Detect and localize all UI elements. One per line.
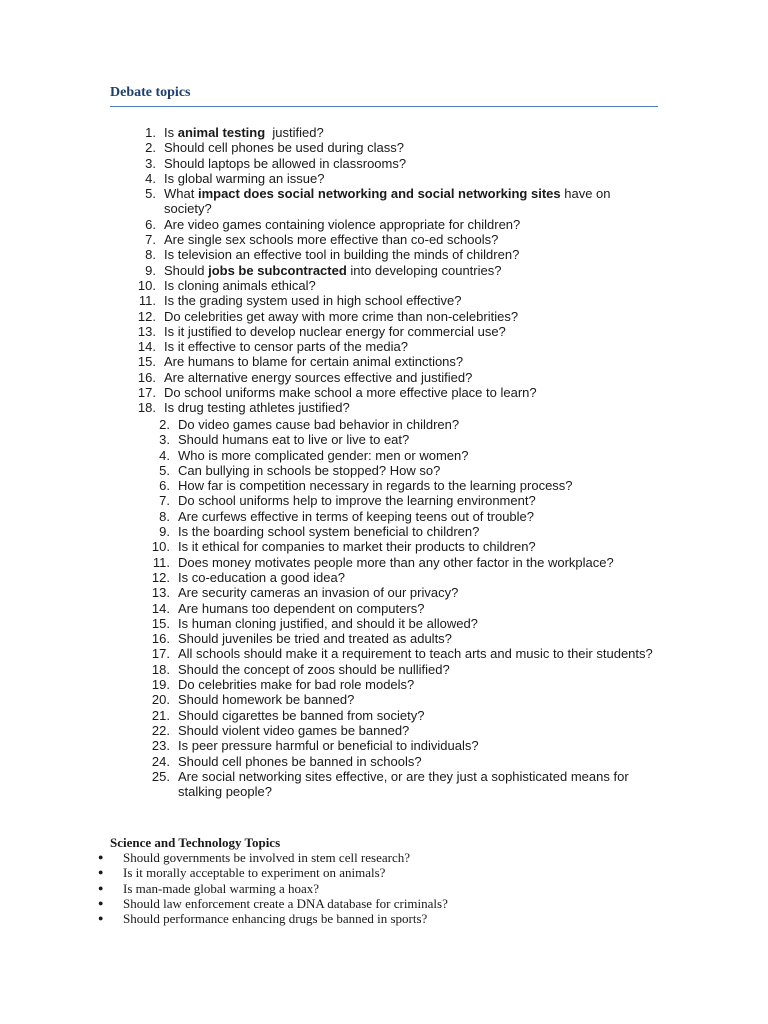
list-item [120, 400, 660, 415]
list-item-text: How far is competition necessary in regards to the learning process? [178, 478, 573, 494]
list-item-text: Is the boarding school system beneficial to children? [178, 524, 480, 540]
list-item-number: 14. [151, 600, 170, 616]
bullet-icon: ● [98, 852, 104, 862]
list-item [98, 881, 448, 896]
list-item-text [164, 186, 660, 217]
list-item-text: Does money motivates people more than any other factor in the workplace? [178, 554, 614, 570]
list-item-number: 9. [159, 524, 170, 540]
list-item-text-bold: jobs be subcontracted [208, 262, 347, 278]
list-item-text: Should governments be involved in stem cell research? [123, 850, 411, 865]
list-item-text-pre: Is it justified to develop nuclear energy for commercial use? [164, 323, 506, 339]
list-item-text [164, 324, 660, 339]
list-item [98, 896, 448, 911]
list-item-text-pre: Should cell phones be used during class? [164, 140, 404, 156]
list-item-text [164, 263, 660, 278]
list-item [134, 570, 654, 585]
list-item-number: 11. [152, 554, 170, 570]
list-item-number: 6. [159, 478, 170, 494]
list-item [120, 186, 660, 217]
list-item-text: Are curfews effective in terms of keeping teens out of trouble? [178, 508, 535, 524]
list-item-number: 19. [151, 677, 170, 693]
list-item-text-pre: Is television an effective tool in building the minds of children? [164, 247, 520, 263]
list-item-number: 11. [138, 293, 156, 309]
list-item-number: 22. [151, 722, 170, 738]
list-item [134, 769, 654, 800]
list-item [120, 156, 660, 171]
list-item-text-pre: Are humans to blame for certain animal extinctions? [164, 354, 464, 370]
list-item [134, 646, 654, 661]
list-item-text: Should humans eat to live or live to eat? [178, 432, 410, 448]
list-item [120, 293, 660, 308]
bullet-icon: ● [98, 897, 104, 908]
list-item [134, 448, 654, 463]
list-item-number: 2. [145, 140, 156, 156]
list-item-text-pre: What [164, 186, 198, 202]
list-item-text-bold: animal testing [177, 125, 266, 140]
list-item-number: 4. [145, 170, 156, 186]
list-item [98, 850, 448, 865]
list-item [134, 677, 654, 692]
list-item-text: Is peer pressure harmful or beneficial to individuals? [178, 738, 479, 754]
bullet-icon: ● [98, 913, 104, 924]
list-item-text: Are security cameras an invasion of our privacy? [178, 585, 459, 601]
list-item [120, 370, 660, 385]
list-item-number: 6. [145, 216, 156, 232]
list-item-text [164, 125, 660, 140]
list-item [134, 585, 654, 600]
list-item-number: 9. [145, 262, 156, 278]
list-item [134, 616, 654, 631]
list-item [120, 339, 660, 354]
list-item [120, 171, 660, 186]
list-item [120, 247, 660, 262]
list-item-number: 5. [145, 186, 156, 202]
list-item [134, 539, 654, 554]
list-item [134, 417, 654, 432]
list-item [98, 911, 448, 926]
list-item-number: 18. [137, 400, 156, 416]
list-item-number: 16. [151, 631, 170, 647]
list-item-text: Can bullying in schools be stopped? How so? [178, 462, 441, 478]
list-item-text-pre: Is [164, 125, 178, 140]
list-item-text-pre: Are single sex schools more effective than co-ed schools? [164, 232, 499, 248]
list-item-text: Do school uniforms help to improve the learning environment? [178, 493, 536, 509]
list-item [134, 754, 654, 769]
list-item-text [164, 400, 660, 415]
list-item-number: 16. [137, 369, 156, 385]
list-item-text [164, 278, 660, 293]
list-item-text-post: justified? [265, 125, 324, 140]
list-item-number: 5. [159, 462, 170, 478]
list-item-text-pre: Are video games containing violence appropriate for children? [164, 216, 521, 232]
list-item-text: Who is more complicated gender: men or women? [178, 447, 469, 463]
list-item-text: Do celebrities make for bad role models? [178, 677, 415, 693]
list-item [134, 662, 654, 677]
list-item-text [164, 309, 660, 324]
list-item-text: Should law enforcement create a DNA database for criminals? [123, 895, 448, 911]
list-item-text: Should cell phones be banned in schools? [178, 753, 422, 769]
list-item-number: 15. [151, 615, 170, 631]
list-item [134, 631, 654, 646]
list-item-number: 10. [151, 539, 170, 555]
list-item [98, 865, 448, 880]
list-item-number: 8. [145, 247, 156, 263]
list-item [120, 385, 660, 400]
section-title-science: Science and Technology Topics [110, 835, 281, 850]
list-item-text-pre: Do school uniforms make school a more effective place to learn? [164, 385, 537, 401]
list-item-text: Is human cloning justified, and should it be allowed? [178, 615, 478, 631]
list-item-number: 12. [151, 569, 170, 585]
list-item-text-pre: Is the grading system used in high school effective? [164, 293, 462, 309]
list-item-text-pre: Should laptops be allowed in classrooms? [164, 155, 407, 171]
list-item-text-pre: Is drug testing athletes justified? [164, 400, 350, 416]
list-item-text-pre: Are alternative energy sources effective and justified? [164, 369, 473, 385]
list-item [120, 309, 660, 324]
science-topic-list [98, 850, 448, 926]
list-item [134, 708, 654, 723]
list-item [120, 232, 660, 247]
list-item [134, 692, 654, 707]
bullet-icon: ● [98, 867, 104, 878]
list-item-number: 8. [159, 508, 170, 524]
heading-divider [110, 106, 658, 107]
list-item [120, 217, 660, 232]
list-item-text: Is co-education a good idea? [178, 569, 345, 585]
list-item-number: 13. [137, 323, 156, 339]
list-item [120, 263, 660, 278]
list-item-text-pre: Is cloning animals ethical? [164, 277, 316, 293]
list-item-text [164, 217, 660, 232]
page-title: Debate topics [110, 85, 191, 100]
list-item-number: 20. [151, 692, 170, 708]
list-item-number: 18. [151, 661, 170, 677]
list-item-number: 15. [137, 354, 156, 370]
list-item [134, 601, 654, 616]
list-item-number: 2. [159, 417, 170, 432]
list-item-text [164, 247, 660, 262]
list-item [120, 278, 660, 293]
list-item-text: Should juveniles be tried and treated as adults? [178, 631, 452, 647]
list-item-text-pre: Should [164, 262, 209, 278]
list-item-text: Is it ethical for companies to market their products to children? [178, 539, 536, 555]
list-item-number: 17. [137, 385, 156, 401]
bullet-icon: ● [98, 882, 104, 893]
list-item-number: 12. [137, 308, 156, 324]
list-item-text: Should the concept of zoos should be nullified? [178, 661, 450, 677]
list-item-number: 4. [159, 447, 170, 463]
list-item-number: 25. [151, 768, 170, 784]
list-item-number: 13. [151, 585, 170, 601]
list-item-number: 23. [151, 738, 170, 754]
list-item-text [164, 293, 660, 308]
list-item-number: 14. [137, 339, 156, 355]
list-item-text: All schools should make it a requirement to teach arts and music to their students? [178, 646, 653, 662]
debate-topic-sublist [134, 417, 654, 799]
list-item [134, 463, 654, 478]
list-item-number: 21. [151, 707, 170, 723]
list-item-text: Are social networking sites effective, or are they just a sophisticated means for stalking people? [178, 768, 629, 800]
list-item-text: Is man-made global warming a hoax? [123, 880, 320, 896]
list-item-text [164, 339, 660, 354]
list-item-number: 3. [145, 155, 156, 171]
list-item-text: Should homework be banned? [178, 692, 355, 708]
list-item [120, 125, 660, 140]
list-item-text [164, 232, 660, 247]
list-item-text [164, 370, 660, 385]
doc-heading-block [110, 84, 658, 102]
list-item-text-pre: Do celebrities get away with more crime than non-celebrities? [164, 308, 519, 324]
list-item-text-post: have on society? [164, 186, 615, 217]
list-item-text [164, 140, 660, 155]
list-item [134, 432, 654, 447]
list-item [134, 509, 654, 524]
list-item [120, 140, 660, 155]
list-item [134, 524, 654, 539]
list-item-number: 7. [159, 493, 170, 509]
list-item-text: Do video games cause bad behavior in children? [178, 417, 460, 432]
list-item-number: 1. [145, 125, 156, 140]
list-item-number: 10. [137, 277, 156, 293]
list-item [120, 354, 660, 369]
list-item-text-pre: Is it effective to censor parts of the media? [164, 339, 408, 355]
list-item-text-pre: Is global warming an issue? [164, 170, 325, 186]
list-item [134, 555, 654, 570]
list-item-text [164, 171, 660, 186]
list-item-number: 24. [151, 753, 170, 769]
list-item-text-post: into developing countries? [346, 262, 502, 278]
list-item [134, 738, 654, 753]
list-item-number: 7. [145, 232, 156, 248]
list-item [134, 723, 654, 738]
list-item-text: Are humans too dependent on computers? [178, 600, 425, 616]
list-item-number: 17. [151, 646, 170, 662]
list-item-text [164, 354, 660, 369]
list-item [134, 478, 654, 493]
list-item-number: 3. [159, 432, 170, 448]
list-item-text-bold: impact does social networking and social networking sites [197, 186, 561, 202]
list-item-text [164, 385, 660, 400]
debate-topic-list [120, 125, 660, 416]
list-item-text: Is it morally acceptable to experiment on animals? [123, 865, 386, 881]
list-item-text: Should performance enhancing drugs be banned in sports? [123, 911, 428, 927]
list-item [120, 324, 660, 339]
list-item [134, 493, 654, 508]
list-item-text: Should violent video games be banned? [178, 722, 410, 738]
list-item-text [164, 156, 660, 171]
list-item-text: Should cigarettes be banned from society? [178, 707, 425, 723]
